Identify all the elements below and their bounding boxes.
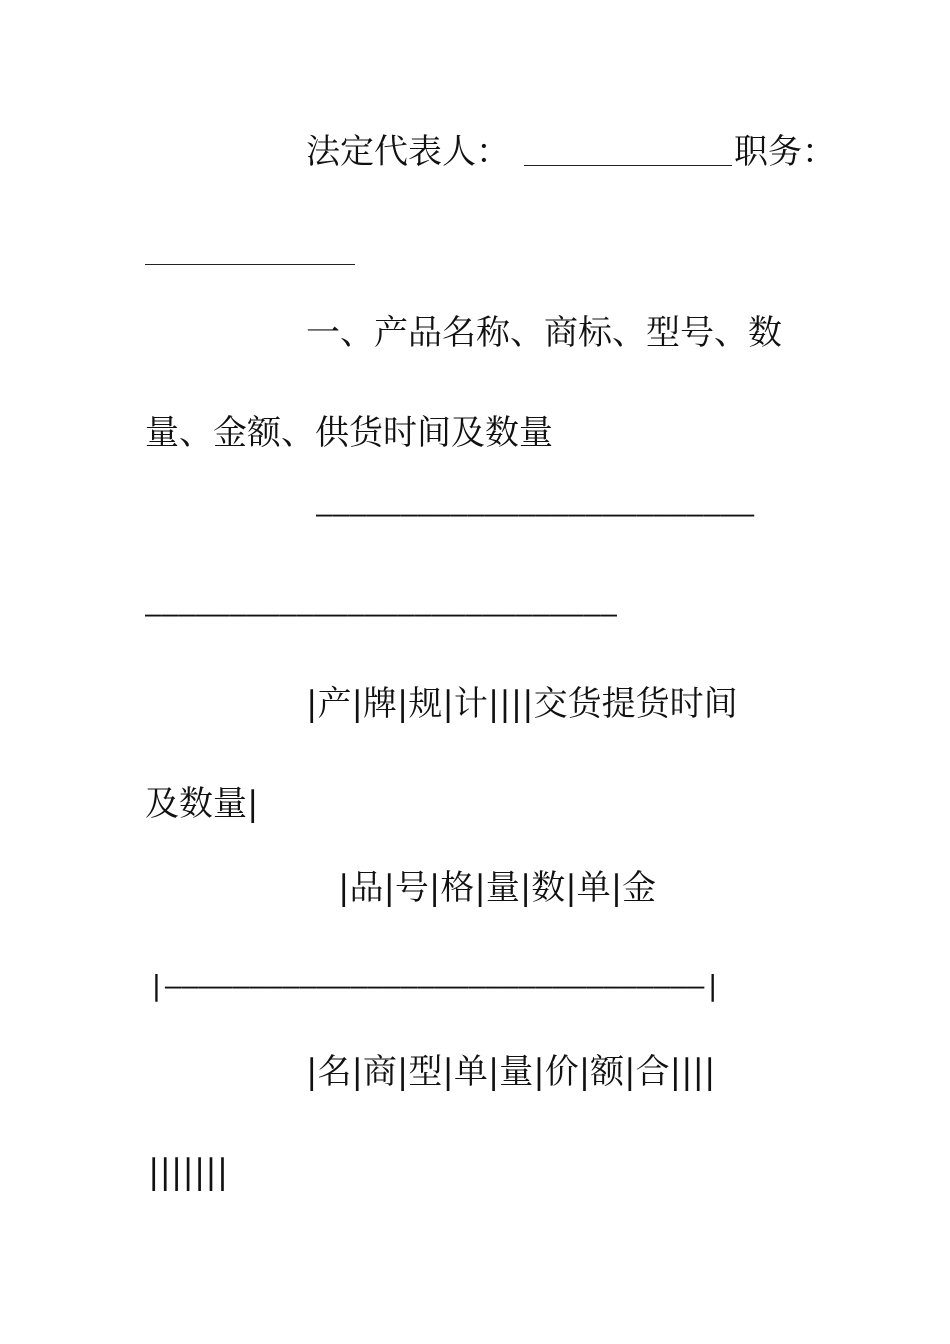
table-header-row1: |产|牌|规|计||||交货提货时间 [306,684,738,724]
section-heading-line1: 一、产品名称、商标、型号、数 [306,313,782,353]
legal-representative-blank [524,165,732,166]
section-heading-line2: 量、金额、供货时间及数量 [145,413,553,453]
legal-representative-label: 法定代表人： [306,132,510,172]
position-blank [145,264,355,265]
table-border-top: —————————————————————————— [316,497,755,530]
table-border-top-continued: ———————————————————————————— [145,597,618,630]
table-separator: |————————————————————————————————| [148,969,722,1002]
table-empty-cells: ||||||| [148,1152,229,1192]
position-label: 职务： [734,132,836,172]
table-header-row3: |名|商|型|单|量|价|额|合|||| [306,1052,716,1092]
table-header-row2: |品|号|格|量|数|单|金 [338,868,657,908]
table-header-row1-continued: 及数量| [145,784,259,824]
